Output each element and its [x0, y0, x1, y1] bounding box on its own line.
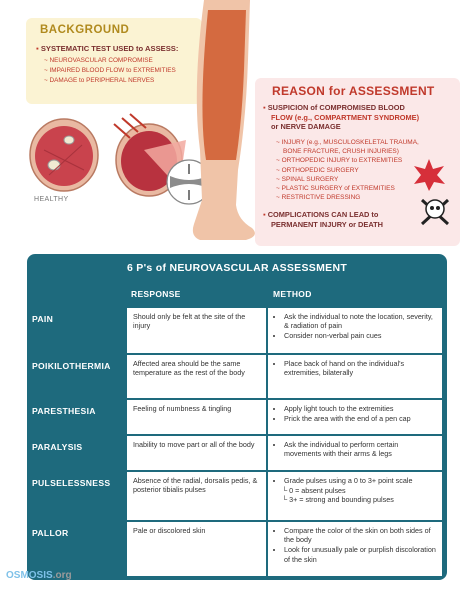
method-cell: • Place back of hand on the individual's extremities, bilaterally [268, 355, 442, 398]
row-label: PULSELESSNESS [32, 478, 111, 488]
response-cell: Absence of the radial, dorsalis pedis, & posterior tibialis pulses [127, 472, 266, 520]
reason-title: REASON for ASSESSMENT [272, 84, 435, 98]
method-cell: • Ask the individual to note the location, severity, & radiation of pain • Consider non-verbal pain cues [268, 308, 442, 353]
response-cell: Affected area should be the same temperature as the rest of the body [127, 355, 266, 398]
method-cell: • Grade pulses using a 0 to 3+ point scale └ 0 = absent pulses └ 3+ = strong and bounding pulses [268, 472, 442, 520]
background-subtitle: ▪ SYSTEMATIC TEST USED to ASSESS: [36, 44, 179, 53]
response-cell: Pale or discolored skin [127, 522, 266, 576]
row-label: PALLOR [32, 528, 69, 538]
row-label: PARALYSIS [32, 442, 83, 452]
table-title: 6 P's of NEUROVASCULAR ASSESSMENT [126, 262, 348, 274]
method-cell: • Compare the color of the skin on both sides of the body • Look for unusually pale or purplish discoloration of the skin [268, 522, 442, 576]
method-cell: • Apply light touch to the extremities • Prick the area with the end of a pen cap [268, 400, 442, 434]
limb-cross-section-illustration [14, 110, 214, 210]
response-cell: Should only be felt at the site of the injury [127, 308, 266, 353]
table-row [27, 472, 447, 520]
leg-illustration [186, 0, 266, 246]
osmosis-logo: OSMOSIS.org [6, 570, 72, 581]
background-title: BACKGROUND [40, 24, 130, 36]
reason-complications: ▪ COMPLICATIONS CAN LEAD to PERMANENT INJURY or DEATH [263, 210, 383, 229]
row-label: PARESTHESIA [32, 406, 96, 416]
healthy-label: HEALTHY [34, 196, 69, 203]
response-cell: Feeling of numbness & tingling [127, 400, 266, 434]
response-cell: Inability to move part or all of the body [127, 436, 266, 470]
burst-warning-icon [412, 158, 446, 192]
pulse-grade-three: └ 3+ = strong and bounding pulses [282, 495, 394, 505]
table-row [27, 522, 447, 576]
skull-crossbones-icon [418, 194, 452, 228]
table-row [27, 355, 447, 398]
row-label: PAIN [32, 314, 54, 324]
table-row [27, 400, 447, 434]
column-header-response: RESPONSE [131, 289, 181, 299]
table-row [27, 436, 447, 470]
row-label: POIKILOTHERMIA [32, 361, 111, 371]
reason-list: ~ INJURY (e.g., MUSCULOSKELETAL TRAUMA, BONE FRACTURE, CRUSH INJURIES) ~ ORTHOPEDIC INJURY to EXTREMITIES ~ ORTHOPEDIC SURGERY ~ SPINAL SURGERY ~ PLASTIC SURGERY of EXTREMITIES ~ RESTRICTIVE DRESSING [276, 139, 419, 202]
method-cell: • Ask the individual to perform certain movements with their arms & legs [268, 436, 442, 470]
background-list: ~ NEUROVASCULAR COMPROMISE ~ IMPAIRED BLOOD FLOW to EXTREMITIES ~ DAMAGE to PERIPHERAL NERVES [44, 57, 176, 84]
reason-suspicion: ▪ SUSPICION of COMPROMISED BLOOD FLOW (e.g., COMPARTMENT SYNDROME) or NERVE DAMAGE [263, 103, 420, 131]
pulse-grade-zero: └ 0 = absent pulses [282, 486, 346, 496]
healthy-cross-section [30, 119, 98, 191]
column-header-method: METHOD [273, 289, 312, 299]
table-row [27, 308, 447, 353]
assessment-table [27, 254, 447, 580]
